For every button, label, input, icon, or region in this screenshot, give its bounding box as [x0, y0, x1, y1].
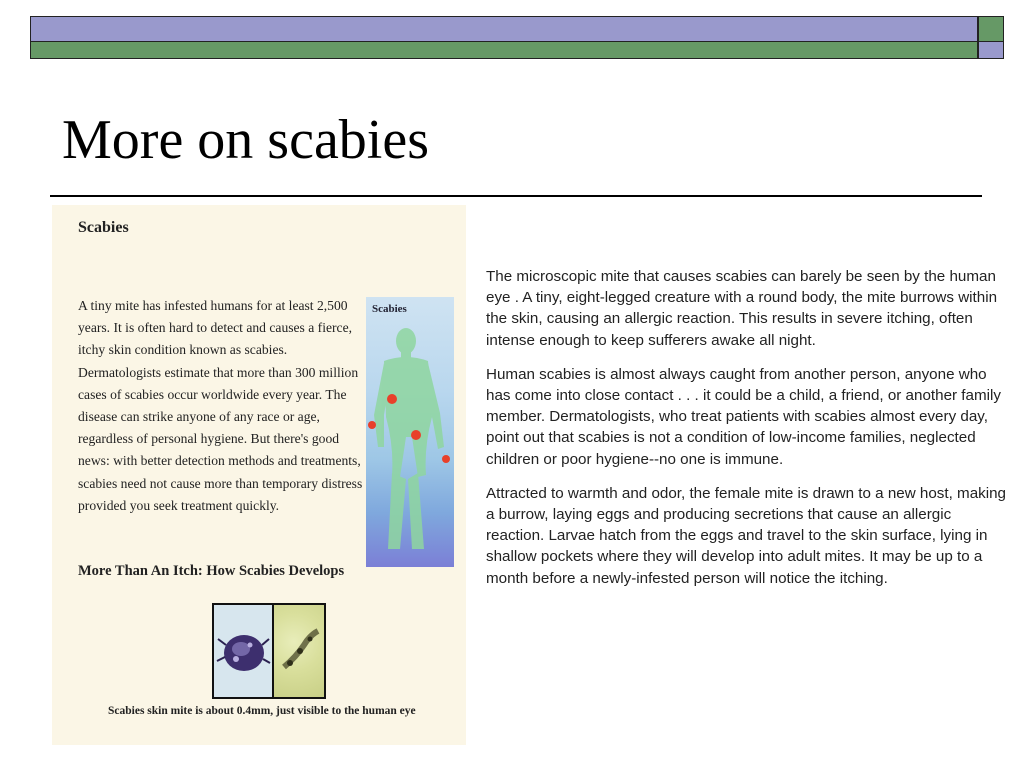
article-subheading: More Than An Itch: How Scabies Develops: [78, 563, 345, 579]
human-figure-icon: [366, 297, 454, 567]
body-illustration: [366, 297, 454, 567]
slide-title: More on scabies: [62, 109, 430, 171]
paragraph-3: Attracted to warmth and odor, the female mite is drawn to a new host, making a burrow, laying eggs and producing secretions that cause an allergic reaction. Larvae hatch from the eggs and travel to the skin surface, lying in shallow pockets where they will develop into adult mites. It may be up to a month before a newly-infested person will notice the itching.: [486, 484, 1007, 587]
header-square-purple: [978, 41, 1004, 59]
article-heading: Scabies: [78, 219, 129, 236]
paragraph-2: Human scabies is almost always caught from another person, anyone who has come into close contact . . . it could be a child, a friend, or another family member. Dermatologists, who treat patients with scabies almost every day, point out that scabies is not a condition of low-income families, neglected children or poor hygiene--no one is immune.: [486, 365, 1001, 468]
burrow-icon: [274, 605, 324, 697]
article-scan-image: [52, 205, 466, 745]
mite-micrographs: [212, 603, 326, 699]
mite-icon: [214, 605, 272, 697]
paragraph-1: The microscopic mite that causes scabies can barely be seen by the human eye . A tiny, eight-legged creature with a round body, the mite burrows within the skin, causing an allergic reaction. This results in severe itching, often intense enough to keep sufferers awake all night.: [486, 268, 998, 349]
figure-label: Scabies: [372, 303, 407, 315]
title-divider: [50, 195, 982, 197]
right-text-column: [486, 266, 1006, 602]
header-bar-purple: [30, 16, 978, 42]
micrograph-caption: Scabies skin mite is about 0.4mm, just visible to the human eye: [108, 705, 416, 717]
mite-photo: [214, 605, 274, 697]
header-bar-green: [30, 41, 978, 59]
header-square-green: [978, 16, 1004, 42]
burrow-photo: [274, 605, 324, 697]
article-body: A tiny mite has infested humans for at least 2,500 years. It is often hard to detect and causes a fierce, itchy skin condition known as scabies. Dermatologists estimate that more than 300 million cases of scabies occur worldwide every year. The disease can strike anyone of any race or age, regardless of personal hygiene. But there's good news: with better detection methods and treatments, scabies need not cause more than temporary distress provided you seek treatment quickly.: [78, 298, 363, 513]
